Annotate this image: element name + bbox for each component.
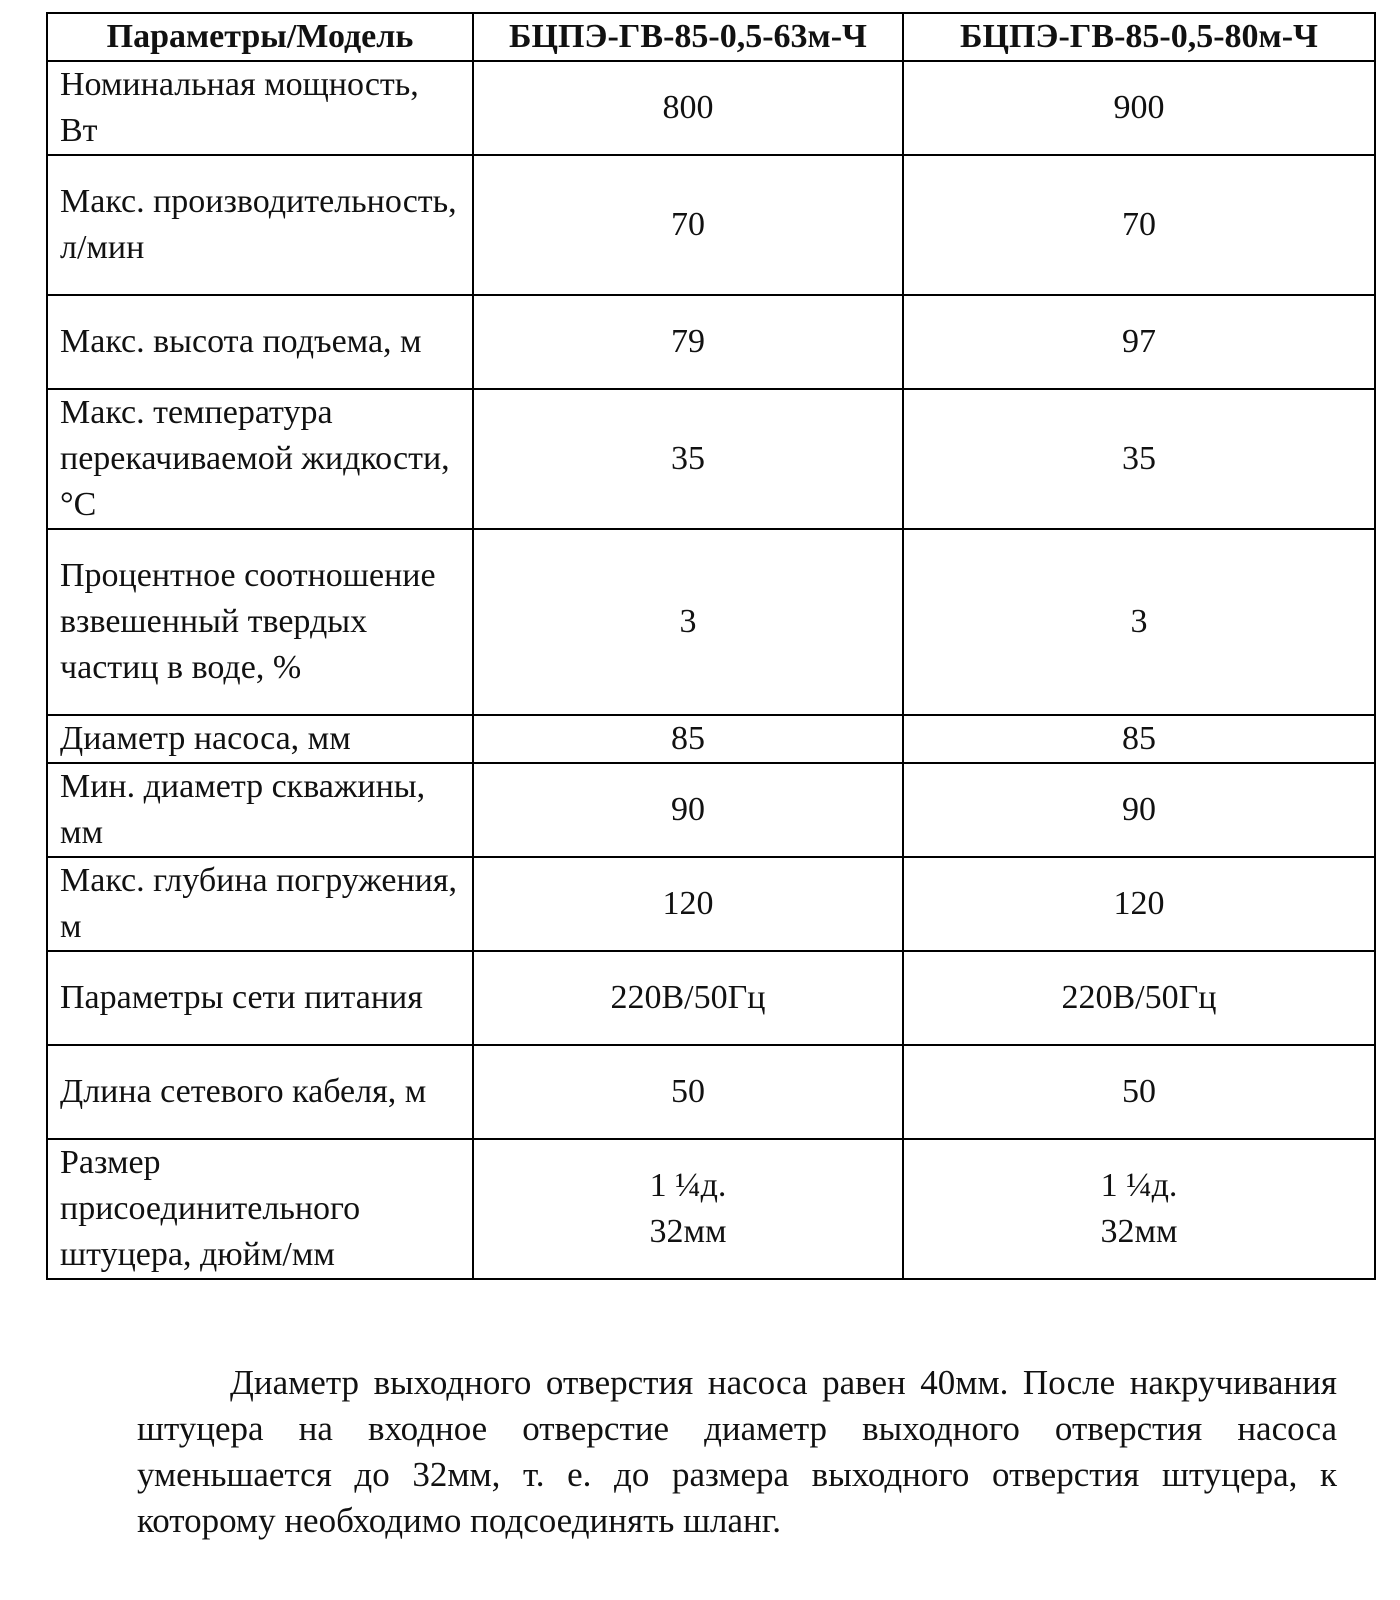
row-value-a: 79 [473, 295, 903, 389]
row-param: Макс. температура перекачиваемой жидкости, °С [47, 389, 473, 529]
row-value-b: 85 [903, 715, 1375, 763]
value-a-line-2: 32мм [649, 1213, 727, 1250]
spec-table [46, 12, 1376, 1280]
table-row [47, 295, 1375, 389]
row-value-a: 70 [473, 155, 903, 295]
row-value-b: 70 [903, 155, 1375, 295]
row-value-a: 90 [473, 763, 903, 857]
row-value-b: 220В/50Гц [903, 951, 1375, 1045]
row-value-a: 85 [473, 715, 903, 763]
row-value-b: 120 [903, 857, 1375, 951]
header-param: Параметры/Модель [47, 13, 473, 61]
row-param: Размер присоединительного штуцера, дюйм/мм [47, 1139, 473, 1279]
row-value-a: 800 [473, 61, 903, 155]
value-b-line-1: 1 ¼д. [1100, 1167, 1178, 1204]
row-value-b: 90 [903, 763, 1375, 857]
row-value-b [903, 1139, 1375, 1279]
table-row [47, 61, 1375, 155]
table-row [47, 389, 1375, 529]
table-header-row [47, 13, 1375, 61]
row-value-a [473, 1139, 903, 1279]
header-model-a: БЦПЭ-ГВ-85-0,5-63м-Ч [473, 13, 903, 61]
row-value-b: 900 [903, 61, 1375, 155]
row-value-a: 50 [473, 1045, 903, 1139]
row-value-b: 3 [903, 529, 1375, 715]
table-row [47, 1139, 1375, 1279]
footnote-paragraph: Диаметр выходного отверстия насоса равен 40мм. После накручивания штуцера на входное отверстие диаметр выходного отверстия насоса уменьшается до 32мм, т. е. до размера выходного отверстия штуцера, к которому необходимо подсоединять шланг. [137, 1363, 1337, 1540]
row-param: Номинальная мощность, Вт [47, 61, 473, 155]
table-row [47, 857, 1375, 951]
row-value-a: 120 [473, 857, 903, 951]
row-value-b: 97 [903, 295, 1375, 389]
value-a-line-1: 1 ¼д. [649, 1167, 727, 1204]
row-value-a: 35 [473, 389, 903, 529]
table-row [47, 1045, 1375, 1139]
row-param: Длина сетевого кабеля, м [47, 1045, 473, 1139]
row-value-a: 220В/50Гц [473, 951, 903, 1045]
row-param: Макс. высота подъема, м [47, 295, 473, 389]
row-param: Макс. глубина погружения, м [47, 857, 473, 951]
row-param: Процентное соотношение взвешенный твердых частиц в воде, % [47, 529, 473, 715]
row-param: Макс. производительность, л/мин [47, 155, 473, 295]
row-param: Параметры сети питания [47, 951, 473, 1045]
row-value-b: 50 [903, 1045, 1375, 1139]
table-row [47, 715, 1375, 763]
table-row [47, 763, 1375, 857]
row-param: Диаметр насоса, мм [47, 715, 473, 763]
row-value-a: 3 [473, 529, 903, 715]
table-row [47, 155, 1375, 295]
table-row [47, 951, 1375, 1045]
value-b-line-2: 32мм [1100, 1213, 1178, 1250]
header-model-b: БЦПЭ-ГВ-85-0,5-80м-Ч [903, 13, 1375, 61]
row-value-b: 35 [903, 389, 1375, 529]
table-row [47, 529, 1375, 715]
row-param: Мин. диаметр скважины, мм [47, 763, 473, 857]
